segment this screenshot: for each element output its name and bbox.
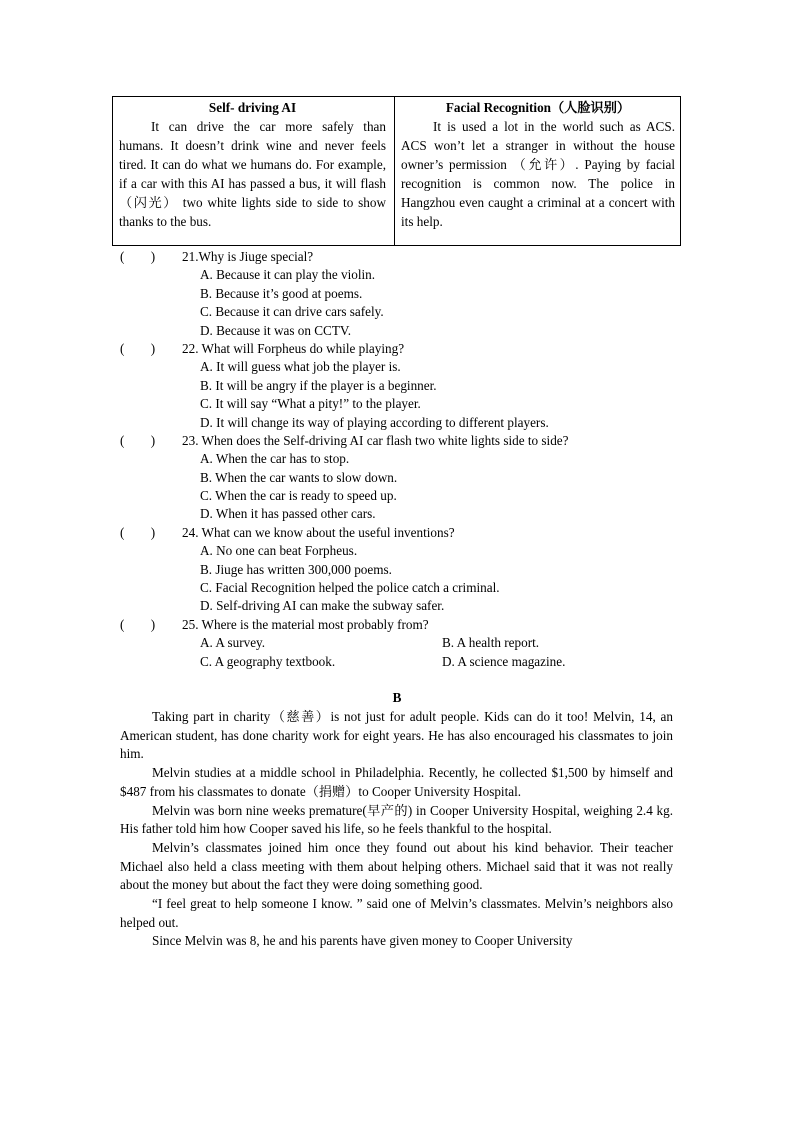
option: C. Facial Recognition helped the police catch a criminal.: [200, 580, 500, 596]
answer-blank[interactable]: ( ): [120, 340, 156, 356]
question-stem: [120, 340, 720, 358]
option: D. Because it was on CCTV.: [200, 322, 352, 338]
option: B. Because it’s good at poems.: [200, 285, 363, 301]
option: D. It will change its way of playing according to different players.: [200, 414, 549, 430]
question-stem: [120, 616, 720, 634]
option: C. It will say “What a pity!” to the player.: [200, 396, 421, 412]
passage-paragraph: Taking part in charity（慈善）is not just for adult people. Kids can do it too! Melvin, 14, an American student, has done charity work for eight years. He has also encouraged his classmates to join him.: [120, 709, 673, 762]
option: A. Because it can play the violin.: [200, 267, 376, 283]
option-pair: [120, 653, 720, 671]
self-driving-title: Self- driving AI: [208, 100, 297, 115]
option: B. When the car wants to slow down.: [200, 469, 398, 485]
question-list: [120, 248, 720, 671]
section-b-title: B: [392, 690, 402, 705]
table-cell-self-driving: [119, 97, 386, 231]
question-text: 23. When does the Self-driving AI car flash two white lights side to side?: [182, 432, 569, 448]
table-cell-facial-recognition: [401, 97, 675, 231]
info-table: [112, 96, 681, 246]
section-b-passage: [120, 708, 673, 951]
answer-blank[interactable]: ( ): [120, 616, 156, 632]
option: D. When it has passed other cars.: [200, 506, 376, 522]
option: B. Jiuge has written 300,000 poems.: [200, 561, 392, 577]
question-text: 21.Why is Jiuge special?: [182, 249, 314, 264]
question-stem: [120, 432, 720, 450]
option: C. A geography textbook.: [200, 653, 336, 669]
passage-paragraph: “I feel great to help someone I know. ” said one of Melvin’s classmates. Melvin’s neighbors also helped out.: [120, 896, 673, 930]
option: A. No one can beat Forpheus.: [200, 543, 358, 559]
option: C. When the car is ready to speed up.: [200, 488, 397, 504]
option: D. Self-driving AI can make the subway safer.: [200, 598, 445, 614]
question-text: 22. What will Forpheus do while playing?: [182, 340, 405, 356]
answer-blank[interactable]: ( ): [120, 432, 156, 448]
passage-paragraph: Melvin’s classmates joined him once they found out about his kind behavior. Their teacher Michael also held a class meeting with them about helping others. Michael said that it was not really about the money but about the fact they were doing something good.: [120, 839, 673, 893]
self-driving-text: It can drive the car more safely than humans. It doesn’t drink wine and never feels tired. It can do what we humans do. For example, if a car with this AI has passed a bus, it will flash （闪光） two white lights side to side to show thanks to the bus.: [119, 119, 386, 229]
question-stem: [120, 248, 720, 266]
passage-paragraph: Since Melvin was 8, he and his parents have given money to Cooper University: [152, 933, 573, 949]
table-divider: [394, 97, 395, 245]
option: A. A survey.: [200, 635, 266, 651]
answer-blank[interactable]: ( ): [120, 249, 156, 264]
option: B. A health report.: [442, 635, 540, 651]
facial-recognition-title: Facial Recognition（人脸识别）: [445, 100, 631, 115]
option-pair: [120, 634, 720, 652]
question-stem: [120, 524, 720, 542]
option: A. When the car has to stop.: [200, 451, 350, 467]
option: B. It will be angry if the player is a beginner.: [200, 377, 437, 393]
passage-paragraph: Melvin was born nine weeks premature(早产的) in Cooper University Hospital, weighing 2.4 kg. His father told him how Cooper saved his life, so he feels thankful to the hospital.: [120, 802, 673, 837]
question-text: 25. Where is the material most probably from?: [182, 616, 429, 632]
option: A. It will guess what job the player is.: [200, 359, 401, 375]
option: C. Because it can drive cars safely.: [200, 304, 384, 320]
facial-recognition-text: It is used a lot in the world such as ACS. ACS won’t let a stranger in without the house owner’s permission （允许）. Paying by facial recognition is common now. The police in Hangzhou even caught a criminal at a concert with its help.: [401, 119, 675, 229]
option: D. A science magazine.: [442, 653, 566, 669]
answer-blank[interactable]: ( ): [120, 524, 156, 540]
passage-paragraph: Melvin studies at a middle school in Philadelphia. Recently, he collected $1,500 by himself and $487 from his classmates to donate（捐赠）to Cooper University Hospital.: [120, 765, 673, 799]
question-text: 24. What can we know about the useful inventions?: [182, 524, 455, 540]
